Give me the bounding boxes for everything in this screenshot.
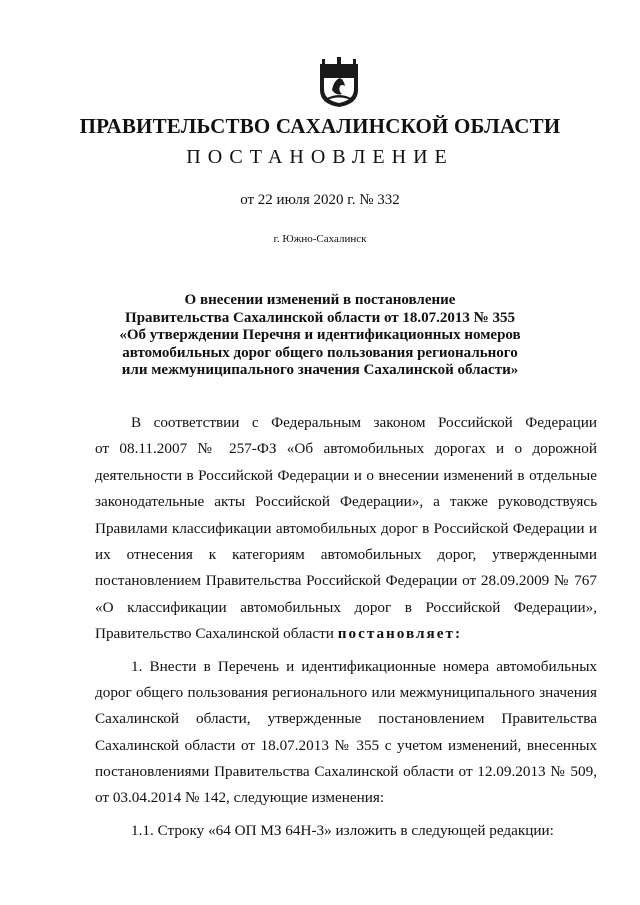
paragraph-item-1-1 <box>95 818 597 844</box>
body-line: от 03.04.2014 № 142, следующие изменения: <box>95 789 385 807</box>
sakhalin-coat-of-arms-icon <box>318 56 360 108</box>
paragraph-preamble <box>95 410 597 648</box>
document-date-number: от 22 июля 2020 г. № 332 <box>240 192 400 208</box>
body-line: деятельности в Российской Федерации и о внесении изменений в отдельные <box>95 466 597 484</box>
body-line: постановлением Правительства Российской Федерации от 28.09.2009 № 767 <box>95 572 597 590</box>
body-line: Сахалинской области от 18.07.2013 № 355 с учетом изменений, внесенных <box>95 736 597 754</box>
document-body <box>95 410 597 844</box>
document-city: г. Южно-Сахалинск <box>273 233 367 245</box>
body-line: от 08.11.2007 № 257-ФЗ «Об автомобильных дорогах и о дорожной <box>95 440 597 458</box>
body-line: Правилами классификации автомобильных дорог в Российской Федерации и <box>95 519 597 537</box>
body-line: В соответствии с Федеральным законом Российской Федерации <box>131 414 597 431</box>
decree-keyword: постановляет: <box>337 625 463 643</box>
subject-line: «Об утверждении Перечня и идентификационных номеров <box>119 327 521 343</box>
government-title: ПРАВИТЕЛЬСТВО САХАЛИНСКОЙ ОБЛАСТИ <box>79 114 561 138</box>
body-line: дорог общего пользования регионального или межмуниципального значения <box>95 683 597 701</box>
body-line: «О классификации автомобильных дорог в Российской Федерации», <box>95 598 597 616</box>
document-subject <box>0 292 640 380</box>
subject-line: или межмуниципального значения Сахалинской области» <box>121 362 519 378</box>
subject-line: Правительства Сахалинской области от 18.07.2013 № 355 <box>125 309 515 326</box>
paragraph-item-1 <box>95 654 597 812</box>
body-line: постановлениями Правительства Сахалинской области от 12.09.2013 № 509, <box>95 763 597 781</box>
subject-line: О внесении изменений в постановление <box>184 292 456 308</box>
document-type: ПОСТАНОВЛЕНИЕ <box>186 146 454 168</box>
body-line: их отнесения к категориям автомобильных дорог, утвержденными <box>95 545 597 563</box>
subject-line: автомобильных дорог общего пользования регионального <box>122 344 518 361</box>
decree-prefix: Правительство Сахалинской области <box>95 625 338 643</box>
body-line: 1.1. Строку «64 ОП МЗ 64Н-3» изложить в следующей редакции: <box>131 821 554 839</box>
body-line: законодательные акты Российской Федерации», а также руководствуясь <box>95 493 597 511</box>
body-line: Сахалинской области, утвержденные постановлением Правительства <box>95 710 597 728</box>
body-line-decree <box>95 621 597 647</box>
body-line: 1. Внести в Перечень и идентификационные номера автомобильных <box>131 657 597 675</box>
